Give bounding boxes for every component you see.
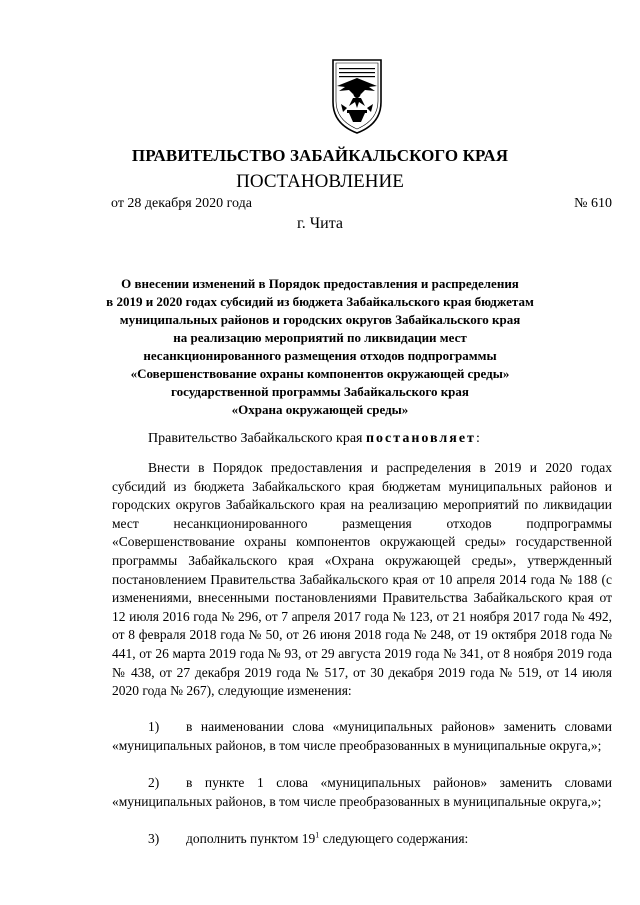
item-text: в пункте 1 слова «муниципальных районов» заменить словами «муниципальных районов, в том числе преобразованных в муниципальные округа,»;: [112, 775, 612, 809]
subject-line: несанкционированного размещения отходов подпрограммы: [143, 348, 497, 363]
amendment-item: [112, 774, 612, 811]
subject-line: на реализацию мероприятий по ликвидации мест: [173, 330, 467, 345]
item-text: в наименовании слова «муниципальных районов» заменить словами «муниципальных районов, в том числе преобразованных в муниципальные округа,»;: [112, 719, 612, 753]
item-number: 2): [148, 775, 160, 790]
subject-line: муниципальных районов и городских округов Забайкальского края: [119, 312, 521, 327]
item-superscript: 1: [315, 830, 320, 840]
document-number: № 610: [574, 196, 612, 211]
preamble: [148, 431, 480, 447]
item-number: 1): [148, 719, 160, 734]
document-city: г. Чита: [296, 215, 343, 232]
main-paragraph: Внести в Порядок предоставления и распределения в 2019 и 2020 годах субсидий из бюджета Забайкальского края бюджетам муниципальных районов и городских округов Забайкальского края на реализацию мероприятий по ликвидации мест несанкционированного размещения отходов подпрограммы «Совершенствование охраны компонентов окружающей среды» государственной программы Забайкальского края «Охрана окружающей среды», утвержденный постановлением Правительства Забайкальского края от 10 апреля 2014 года № 188 (с изменениями, внесенными постановлениями Правительства Забайкальского края от 12 июля 2016 года № 296, от 7 апреля 2017 года № 123, от 21 ноября 2017 года № 492, от 8 февраля 2018 года № 50, от 26 июня 2018 года № 248, от 19 октября 2018 года № 441, от 26 марта 2019 года № 93, от 29 августа 2019 года № 341, от 8 ноября 2019 года № 438, от 27 декабря 2019 года № 517, от 30 декабря 2019 года № 519, от 14 июля 2020 года № 267), следующие изменения:: [112, 460, 612, 699]
document-type: ПОСТАНОВЛЕНИЕ: [236, 171, 404, 192]
document-subject: [100, 275, 540, 419]
document-date: от 28 декабря 2020 года: [111, 196, 252, 211]
item-text-before: дополнить пунктом 19: [186, 831, 316, 846]
subject-line: О внесении изменений в Порядок предоставления и распределения: [121, 276, 519, 291]
government-title: ПРАВИТЕЛЬСТВО ЗАБАЙКАЛЬСКОГО КРАЯ: [131, 146, 509, 165]
item-number: 3): [148, 831, 160, 846]
coat-of-arms-icon: [327, 56, 387, 136]
preamble-colon: :: [475, 431, 480, 446]
subject-line: «Охрана окружающей среды»: [231, 402, 409, 417]
item-text-after: следующего содержания:: [319, 831, 469, 846]
subject-line: «Совершенствование охраны компонентов окружающей среды»: [130, 366, 510, 381]
preamble-text: Правительство Забайкальского края: [148, 431, 366, 446]
amendment-item: [112, 718, 612, 755]
amendment-item: [112, 830, 612, 849]
preamble-decree-word: постановляет: [365, 431, 476, 446]
subject-line: в 2019 и 2020 годах субсидий из бюджета Забайкальского края бюджетам: [106, 294, 534, 309]
subject-line: государственной программы Забайкальского края: [171, 384, 469, 399]
